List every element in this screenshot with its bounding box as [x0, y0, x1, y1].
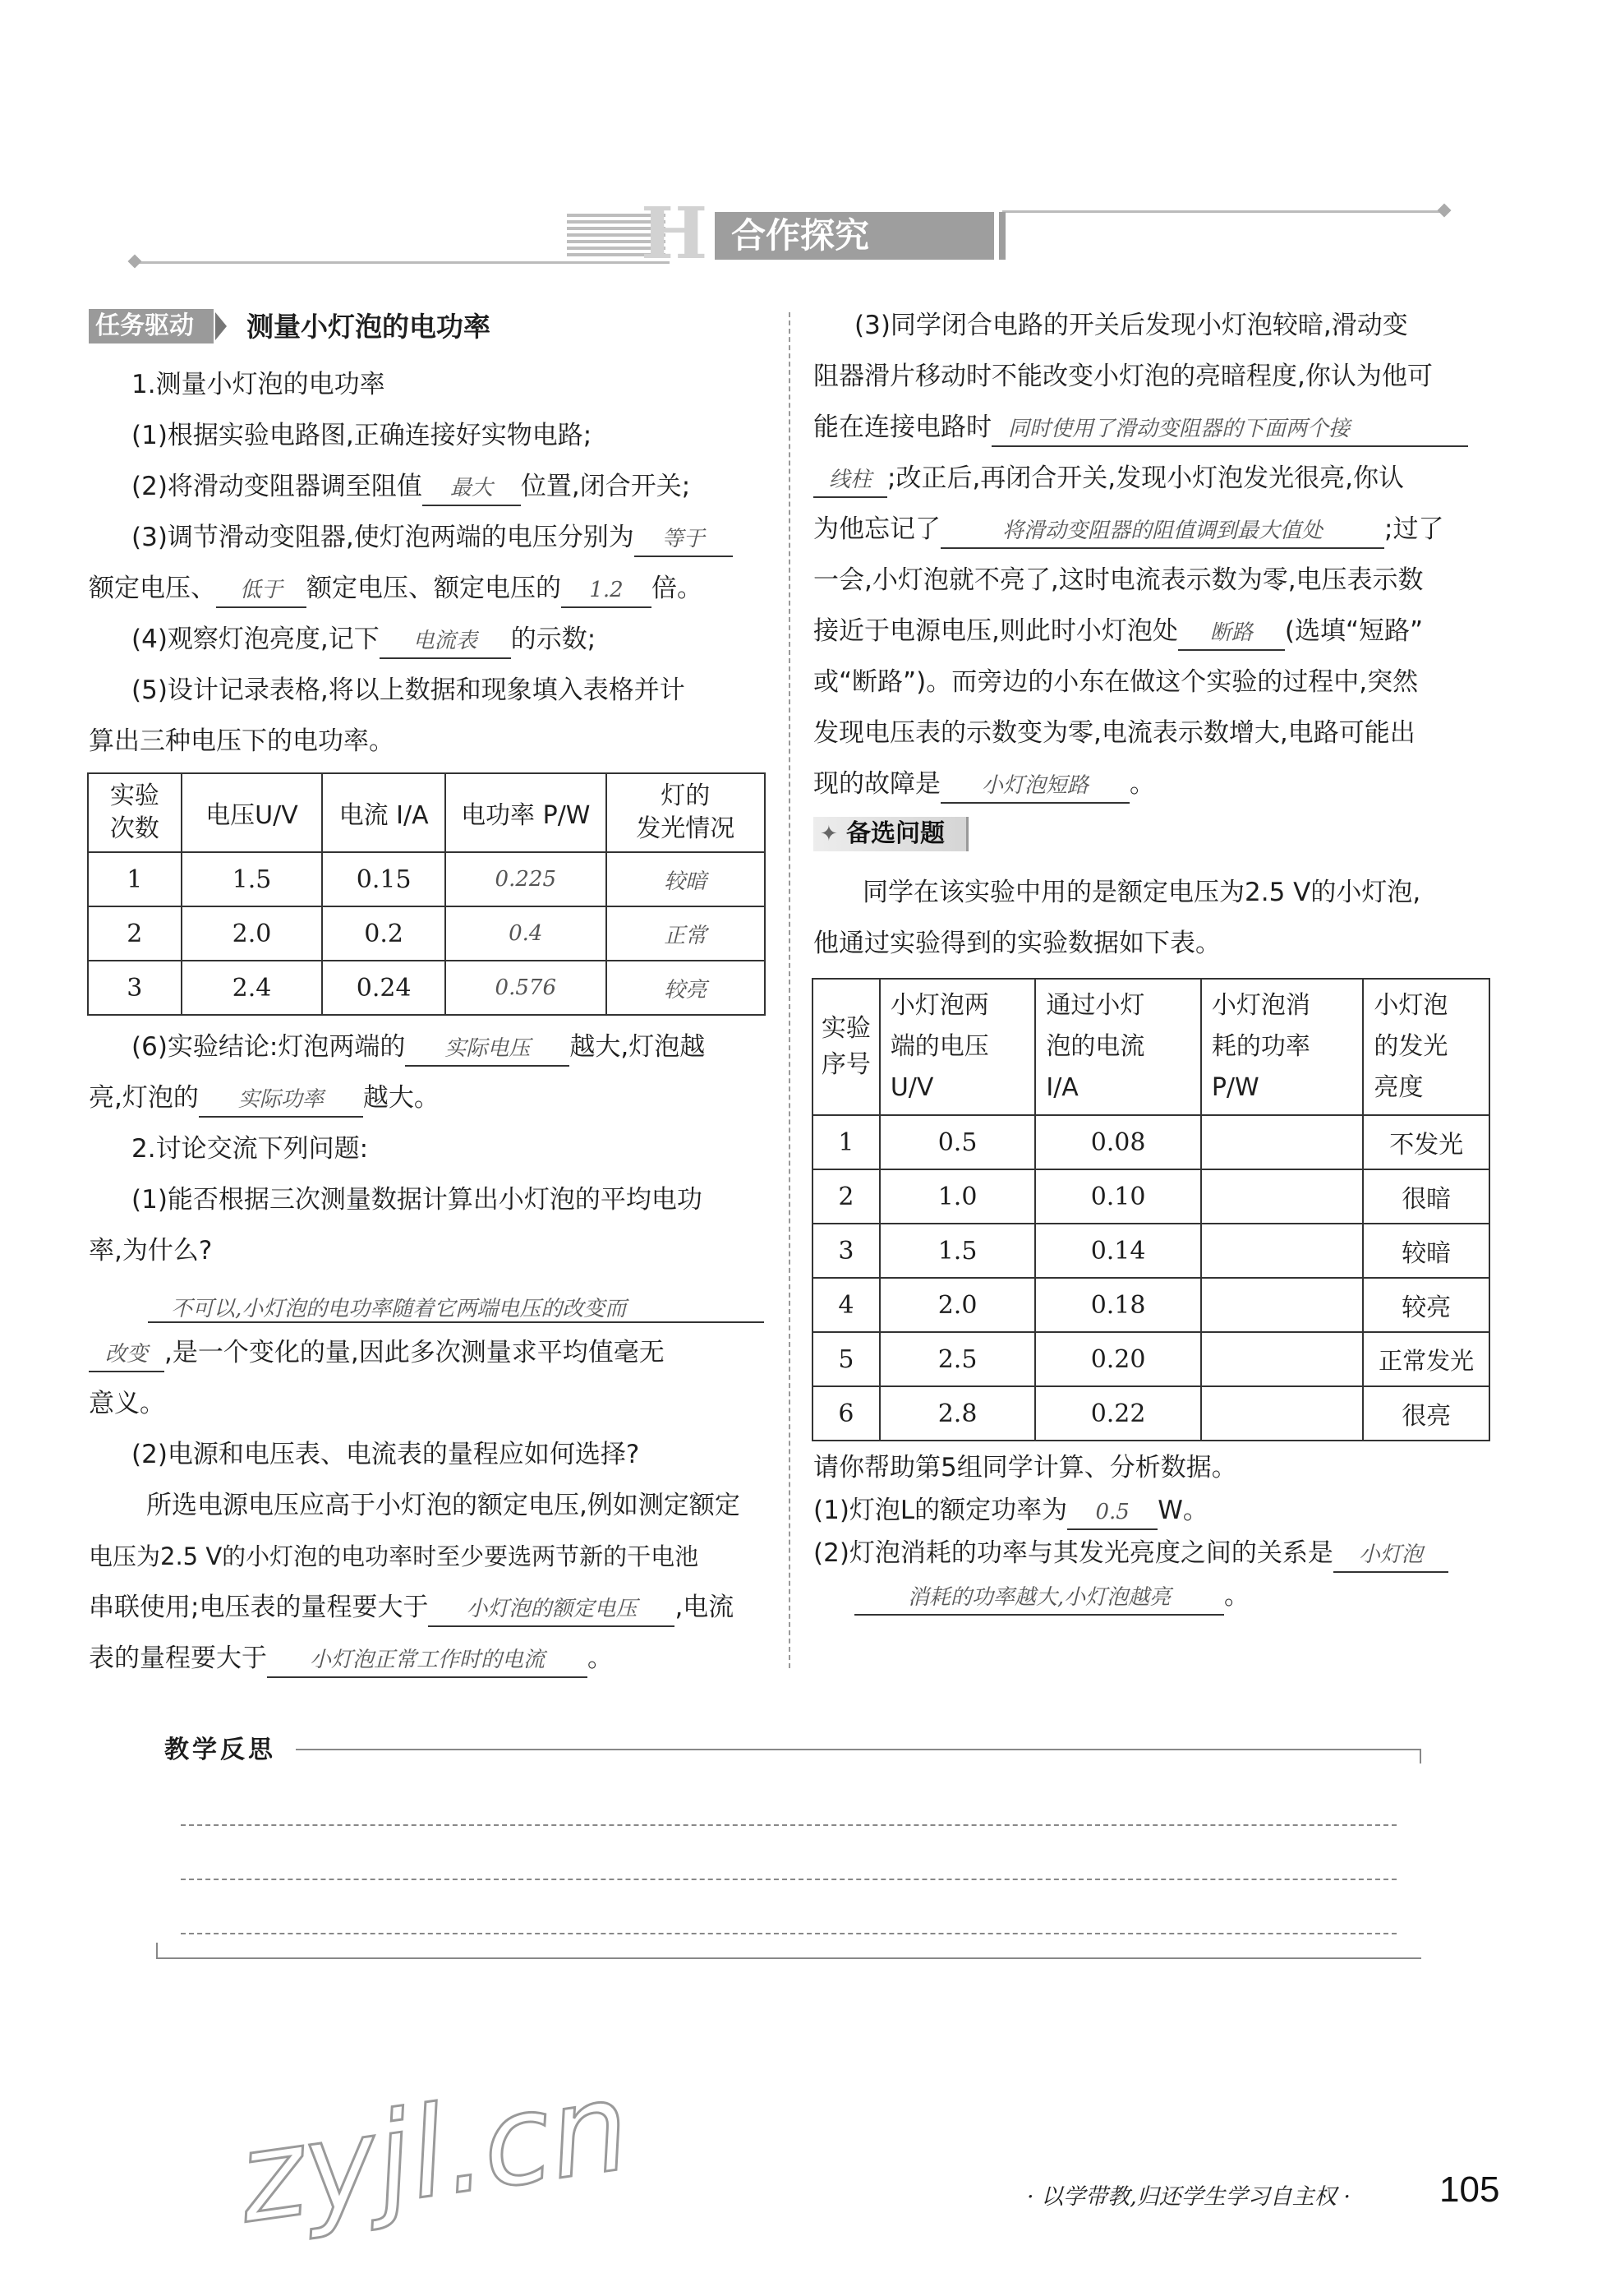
question2-answer: 所选电源电压应高于小灯泡的额定电压,例如测定额定	[146, 1491, 740, 1520]
star-icon: ✦	[820, 822, 838, 846]
reflection-line-1	[181, 1824, 1397, 1826]
question1: (1)能否根据三次测量数据计算出小灯泡的平均电功	[131, 1185, 702, 1215]
step5: (5)设计记录表格,将以上数据和现象填入表格并计	[131, 675, 685, 705]
question1-cont: 率,为什么?	[89, 1236, 213, 1266]
answer-blank: 小灯泡短路	[941, 769, 1130, 804]
table-cell: 0.4	[445, 906, 606, 961]
table-row	[813, 1224, 1489, 1278]
answer-blank: 实际功率	[199, 1083, 363, 1118]
answer-blank: 电流表	[380, 625, 511, 659]
question2-answer-cont: 电压为2.5 V的小灯泡的电功率时至少要选两节新的干电池	[89, 1542, 699, 1570]
step2: (2)将滑动变阻器调至阻值 最大 位置,闭合开关;	[131, 470, 690, 506]
section1-title: 1.测量小灯泡的电功率	[131, 370, 385, 399]
table-cell	[1201, 1332, 1364, 1386]
table-row	[88, 852, 765, 906]
header-cell: 小灯泡两 端的电压 U/V	[880, 979, 1036, 1115]
table-cell: 1	[88, 852, 182, 906]
banner-dot-right	[1438, 204, 1452, 218]
table-cell: 0.2	[322, 906, 445, 961]
table-row	[813, 1386, 1489, 1441]
answer-blank: 1.2	[561, 574, 651, 608]
section2-title: 2.讨论交流下列问题:	[131, 1134, 369, 1164]
backup-intro: 同学在该实验中用的是额定电压为2.5 V的小灯泡,	[863, 878, 1421, 907]
table-cell: 0.10	[1035, 1169, 1201, 1224]
table-cell: 0.5	[880, 1115, 1036, 1169]
answer-blank: 断路	[1178, 616, 1285, 651]
table-row	[88, 906, 765, 961]
right-para-8: 或“断路”)。而旁边的小东在做这个实验的过程中,突然	[813, 667, 1419, 697]
right-para-5: 为他忘记了 将滑动变阻器的阻值调到最大值处 ;过了	[813, 513, 1443, 549]
header-cell: 通过小灯 泡的电流 I/A	[1035, 979, 1201, 1115]
step6-cont: 亮,灯泡的 实际功率 越大。	[89, 1081, 440, 1118]
table-cell	[1201, 1115, 1364, 1169]
reflection-line-2	[181, 1879, 1397, 1880]
table-cell: 2.8	[880, 1386, 1036, 1441]
step4: (4)观察灯泡亮度,记下 电流表 的示数;	[131, 623, 596, 659]
footer-motto: · 以学带教,归还学生学习自主权 ·	[1027, 2184, 1351, 2210]
right-para-4: 线柱 ;改正后,再闭合开关,发现小灯泡发光很亮,你认	[813, 462, 1404, 498]
answer-blank: 小灯泡	[1333, 1538, 1448, 1573]
reflection-left-tick	[156, 1943, 158, 1957]
table-cell: 较暗	[606, 852, 765, 906]
banner-dot-left	[128, 255, 142, 269]
right-para-2: 阻器滑片移动时不能改变小灯泡的亮暗程度,你认为他可	[813, 362, 1433, 391]
table-cell: 1	[813, 1115, 880, 1169]
table-cell	[1201, 1224, 1364, 1278]
banner	[567, 192, 1007, 275]
header-cell: 灯的 发光情况	[606, 773, 765, 852]
column-divider	[789, 312, 790, 1668]
backup-title: 备选问题	[846, 819, 945, 848]
table-cell: 5	[813, 1332, 880, 1386]
table-cell: 不发光	[1363, 1115, 1489, 1169]
right-para-10: 现的故障是 小灯泡短路 。	[813, 768, 1155, 804]
table-row	[813, 1115, 1489, 1169]
table-cell	[1201, 1278, 1364, 1332]
step1: (1)根据实验电路图,正确连接好实物电路;	[131, 421, 592, 450]
record-table	[87, 772, 766, 1016]
task-arrow-icon	[215, 312, 227, 340]
answer-blank: 将滑动变阻器的阻值调到最大值处	[941, 514, 1384, 549]
step6: (6)实验结论:灯泡两端的 实际电压 越大,灯泡越	[131, 1030, 705, 1067]
banner-letter: H	[641, 192, 708, 275]
answer-blank: 低于	[216, 574, 306, 608]
header-cell: 电功率 P/W	[445, 773, 606, 852]
question2-answer-ammeter: 表的量程要大于 小灯泡正常工作时的电流 。	[89, 1642, 613, 1678]
table-row	[88, 961, 765, 1015]
table-row	[813, 1332, 1489, 1386]
answer-blank: 线柱	[813, 463, 887, 498]
table-row	[813, 1169, 1489, 1224]
table-cell: 0.08	[1035, 1115, 1201, 1169]
question2: (2)电源和电压表、电流表的量程应如何选择?	[131, 1440, 640, 1469]
banner-bar	[999, 212, 1006, 260]
right-para-3: 能在连接电路时 同时使用了滑动变阻器的下面两个接	[813, 411, 1468, 447]
step3: (3)调节滑动变阻器,使灯泡两端的电压分别为 等于	[131, 521, 733, 557]
answer-blank: 改变	[89, 1338, 164, 1372]
header-cell: 实验 序号	[813, 979, 880, 1115]
right-para-1: (3)同学闭合电路的开关后发现小灯泡较暗,滑动变	[854, 311, 1408, 340]
table-cell: 正常发光	[1363, 1332, 1489, 1386]
table-cell: 2	[813, 1169, 880, 1224]
reflection-top-rule	[296, 1749, 1421, 1750]
table-cell: 较暗	[1363, 1224, 1489, 1278]
answer-blank: 同时使用了滑动变阻器的下面两个接	[992, 413, 1468, 447]
data-table	[812, 978, 1490, 1441]
table-cell: 0.14	[1035, 1224, 1201, 1278]
task-badge: 任务驱动	[89, 309, 214, 343]
right-para-6: 一会,小灯泡就不亮了,这时电流表示数为零,电压表示数	[813, 565, 1424, 595]
task-title: 测量小灯泡的电功率	[246, 311, 490, 343]
table-cell: 1.0	[880, 1169, 1036, 1224]
table-cell: 正常	[606, 906, 765, 961]
reflection-line-3	[181, 1933, 1397, 1934]
table-cell: 1.5	[880, 1224, 1036, 1278]
answer-blank: 最大	[422, 472, 521, 506]
question1-answer-end: 意义。	[89, 1389, 165, 1418]
watermark: zyjl.cn	[230, 2054, 638, 2252]
header-cell: 小灯泡 的发光 亮度	[1363, 979, 1489, 1115]
table-cell: 很暗	[1363, 1169, 1489, 1224]
table-row	[813, 1278, 1489, 1332]
table-cell: 3	[813, 1224, 880, 1278]
top-rule-right	[1002, 210, 1446, 213]
table-cell: 1.5	[182, 852, 323, 906]
backup-heading	[813, 817, 969, 851]
table-cell: 4	[813, 1278, 880, 1332]
question2-answer-voltmeter: 串联使用;电压表的量程要大于 小灯泡的额定电压 ,电流	[89, 1591, 734, 1627]
table-cell: 2	[88, 906, 182, 961]
analysis-prompt: 请你帮助第5组同学计算、分析数据。	[813, 1453, 1237, 1482]
table-cell	[1201, 1386, 1364, 1441]
question1-answer-cont: 改变 ,是一个变化的量,因此多次测量求平均值毫无	[89, 1336, 665, 1372]
analysis-q2-cont: 消耗的功率越大,小灯泡越亮 。	[854, 1579, 1250, 1616]
table-cell: 2.5	[880, 1332, 1036, 1386]
table-cell: 0.22	[1035, 1386, 1201, 1441]
table-cell: 0.15	[322, 852, 445, 906]
table-cell: 较亮	[606, 961, 765, 1015]
table-cell: 0.225	[445, 852, 606, 906]
step3-cont: 额定电压、 低于 额定电压、额定电压的 1.2 倍。	[89, 572, 702, 608]
reflection-bottom-rule	[156, 1957, 1421, 1959]
answer-blank: 0.5	[1067, 1496, 1158, 1530]
table-cell: 很亮	[1363, 1386, 1489, 1441]
table-cell: 较亮	[1363, 1278, 1489, 1332]
analysis-q2: (2)灯泡消耗的功率与其发光亮度之间的关系是 小灯泡	[813, 1537, 1448, 1573]
analysis-q1: (1)灯泡L的额定功率为 0.5 W。	[813, 1494, 1208, 1530]
table-cell: 0.18	[1035, 1278, 1201, 1332]
table-cell: 0.20	[1035, 1332, 1201, 1386]
backup-intro-cont: 他通过实验得到的实验数据如下表。	[813, 929, 1221, 958]
table-cell: 6	[813, 1386, 880, 1441]
reflection-title: 教学反思	[164, 1736, 276, 1764]
table-cell: 2.0	[880, 1278, 1036, 1332]
table-header-row	[88, 773, 765, 852]
table-cell: 2.0	[182, 906, 323, 961]
table-cell: 2.4	[182, 961, 323, 1015]
right-para-9: 发现电压表的示数变为零,电流表示数增大,电路可能出	[813, 718, 1416, 748]
answer-blank: 小灯泡正常工作时的电流	[267, 1644, 587, 1678]
answer-line: 不可以,小灯泡的电功率随着它两端电压的改变而	[148, 1289, 764, 1323]
table-cell: 0.576	[445, 961, 606, 1015]
banner-title: 合作探究	[731, 215, 870, 256]
answer-blank: 消耗的功率越大,小灯泡越亮	[854, 1581, 1224, 1616]
right-para-7: 接近于电源电压,则此时小灯泡处 断路 (选填“短路”	[813, 615, 1423, 651]
banner-title-box	[715, 212, 994, 260]
step5-cont: 算出三种电压下的电功率。	[89, 726, 394, 756]
page-number: 105	[1439, 2169, 1500, 2210]
table-header-row	[813, 979, 1489, 1115]
answer-blank: 等于	[634, 523, 733, 557]
answer-blank: 实际电压	[405, 1032, 569, 1067]
header-cell: 小灯泡消 耗的功率 P/W	[1201, 979, 1364, 1115]
table-cell	[1201, 1169, 1364, 1224]
header-cell: 电压U/V	[182, 773, 323, 852]
table-cell: 0.24	[322, 961, 445, 1015]
header-cell: 实验 次数	[88, 773, 182, 852]
table-cell: 3	[88, 961, 182, 1015]
answer-blank: 小灯泡的额定电压	[428, 1593, 674, 1627]
header-cell: 电流 I/A	[322, 773, 445, 852]
reflection-right-tick	[1420, 1749, 1421, 1763]
